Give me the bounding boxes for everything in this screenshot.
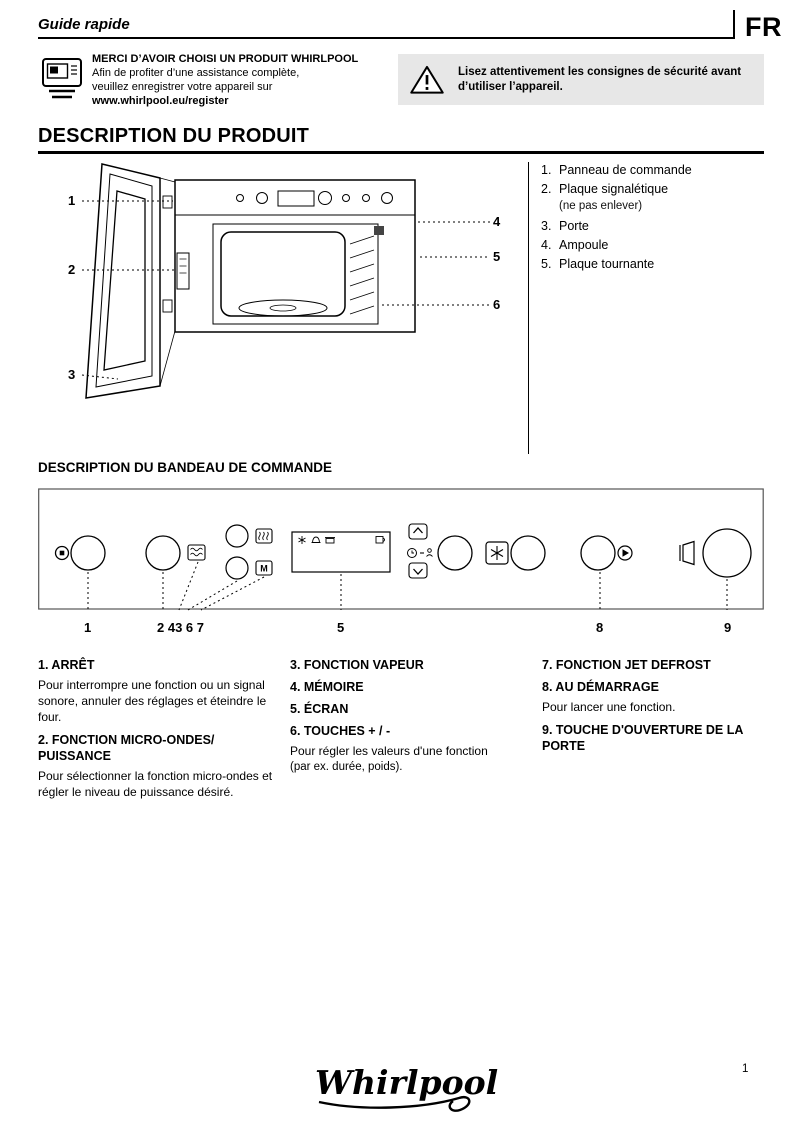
function-heading: 8. AU DÉMARRAGE <box>542 680 659 694</box>
panel-callout-1: 1 <box>84 620 92 635</box>
legend-divider <box>528 162 529 454</box>
door-open-button <box>703 529 751 577</box>
safety-warning-box <box>398 54 764 105</box>
panel-outline <box>39 489 764 609</box>
functions-column-1 <box>38 657 276 807</box>
microwave-diagram <box>38 158 528 458</box>
register-line2: veuillez enregistrer votre appareil sur <box>92 81 273 93</box>
function-heading: 5. ÉCRAN <box>290 702 349 716</box>
panel-callout-8: 8 <box>596 620 604 635</box>
whirlpool-logo <box>299 1056 503 1120</box>
start-icon <box>618 546 632 560</box>
function-heading: 7. FONCTION JET DEFROST <box>542 658 711 672</box>
plus-minus-buttons <box>408 524 433 578</box>
functions-column-2 <box>290 657 516 782</box>
panel-leader-lines <box>88 562 727 610</box>
hinge-top <box>163 196 172 208</box>
product-callout-6: 6 <box>493 297 501 312</box>
product-callout-3: 3 <box>68 367 76 382</box>
minus-button <box>409 563 427 578</box>
weight-icon <box>428 549 432 553</box>
function-body: Pour interrompre une fonction ou un signal sonore, annuler des réglages et éteindre le four. <box>38 678 267 724</box>
product-callout-2: 2 <box>68 262 76 277</box>
jet-defrost-icon <box>486 542 508 564</box>
register-heading: MERCI D’AVOIR CHOISI UN PRODUIT WHIRLPOOL <box>92 53 359 65</box>
function-knob <box>511 536 545 570</box>
function-heading: 3. FONCTION VAPEUR <box>290 658 424 672</box>
language-code: FR <box>745 12 782 42</box>
memory-icon <box>256 561 272 575</box>
warning-triangle-icon <box>409 64 445 96</box>
function-body: Pour régler les valeurs d'une fonction (par ex. durée, poids). <box>290 743 516 775</box>
panel-callout-9: 9 <box>724 620 732 635</box>
register-appliance-icon <box>40 56 84 102</box>
steam-icon <box>256 529 272 543</box>
display-screen <box>292 532 390 572</box>
function-heading: 9. TOUCHE D'OUVERTURE DE LA PORTE <box>542 723 743 753</box>
stop-icon <box>56 547 69 560</box>
function-heading: 2. FONCTION MICRO-ONDES/ PUISSANCE <box>38 733 215 763</box>
stop-knob <box>71 536 105 570</box>
section-title-product: DESCRIPTION DU PRODUIT <box>38 125 310 147</box>
function-body: Pour lancer une fonction. <box>542 700 676 714</box>
microwave-power-knob <box>146 536 180 570</box>
function-heading: 4. MÉMOIRE <box>290 680 364 694</box>
steam-button <box>226 525 248 547</box>
plus-button <box>409 524 427 539</box>
panel-callout-cluster: 2 43 6 7 <box>157 620 204 635</box>
svg-text:M: M <box>260 563 268 574</box>
function-heading: 1. ARRÊT <box>38 658 95 672</box>
register-url: www.whirlpool.eu/register <box>92 95 229 107</box>
legend-item: 4. Ampoule <box>541 238 609 252</box>
guide-title: Guide rapide <box>38 16 130 33</box>
hinge-bottom <box>163 300 172 312</box>
section-title-control-panel: DESCRIPTION DU BANDEAU DE COMMANDE <box>38 460 333 475</box>
legend-item: 1. Panneau de commande <box>541 163 692 177</box>
function-body-note: (par ex. durée, poids). <box>290 761 403 773</box>
product-callout-1: 1 <box>68 193 76 208</box>
register-line1: Afin de profiter d’une assistance complète, <box>92 67 300 79</box>
safety-warning-text: Lisez attentivement les consignes de sécurité avant d’utiliser l’appareil. <box>458 65 742 93</box>
functions-column-3 <box>542 657 770 758</box>
language-divider <box>733 10 735 39</box>
function-heading: 6. TOUCHES + / - <box>290 724 391 738</box>
memory-button <box>226 557 248 579</box>
chevron-up-icon <box>414 528 423 533</box>
register-block <box>92 52 392 108</box>
settings-knob <box>438 536 472 570</box>
legend-item: 3. Porte <box>541 219 589 233</box>
lamp <box>374 226 384 235</box>
whirlpool-logo-text: Whirlpool <box>315 1063 499 1102</box>
product-callout-4: 4 <box>493 214 501 229</box>
control-panel-diagram <box>38 488 764 614</box>
door-open-icon <box>680 542 694 565</box>
product-callout-5: 5 <box>493 249 501 264</box>
page-number: 1 <box>742 1063 749 1075</box>
function-body: Pour sélectionner la fonction micro-ondes et régler le niveau de puissance désiré. <box>38 769 273 799</box>
section-rule <box>38 151 764 154</box>
legend-item: 5. Plaque tournante <box>541 257 655 271</box>
display-indicator-icons <box>299 536 385 544</box>
microwave-function-icon <box>188 545 205 560</box>
chevron-down-icon <box>414 569 423 574</box>
legend-item: 2. Plaque signalétique <box>541 182 669 196</box>
panel-callout-5: 5 <box>337 620 345 635</box>
masthead-rule <box>38 37 734 39</box>
legend-item-note: (ne pas enlever) <box>559 200 643 212</box>
start-knob <box>581 536 615 570</box>
product-legend <box>541 161 761 274</box>
